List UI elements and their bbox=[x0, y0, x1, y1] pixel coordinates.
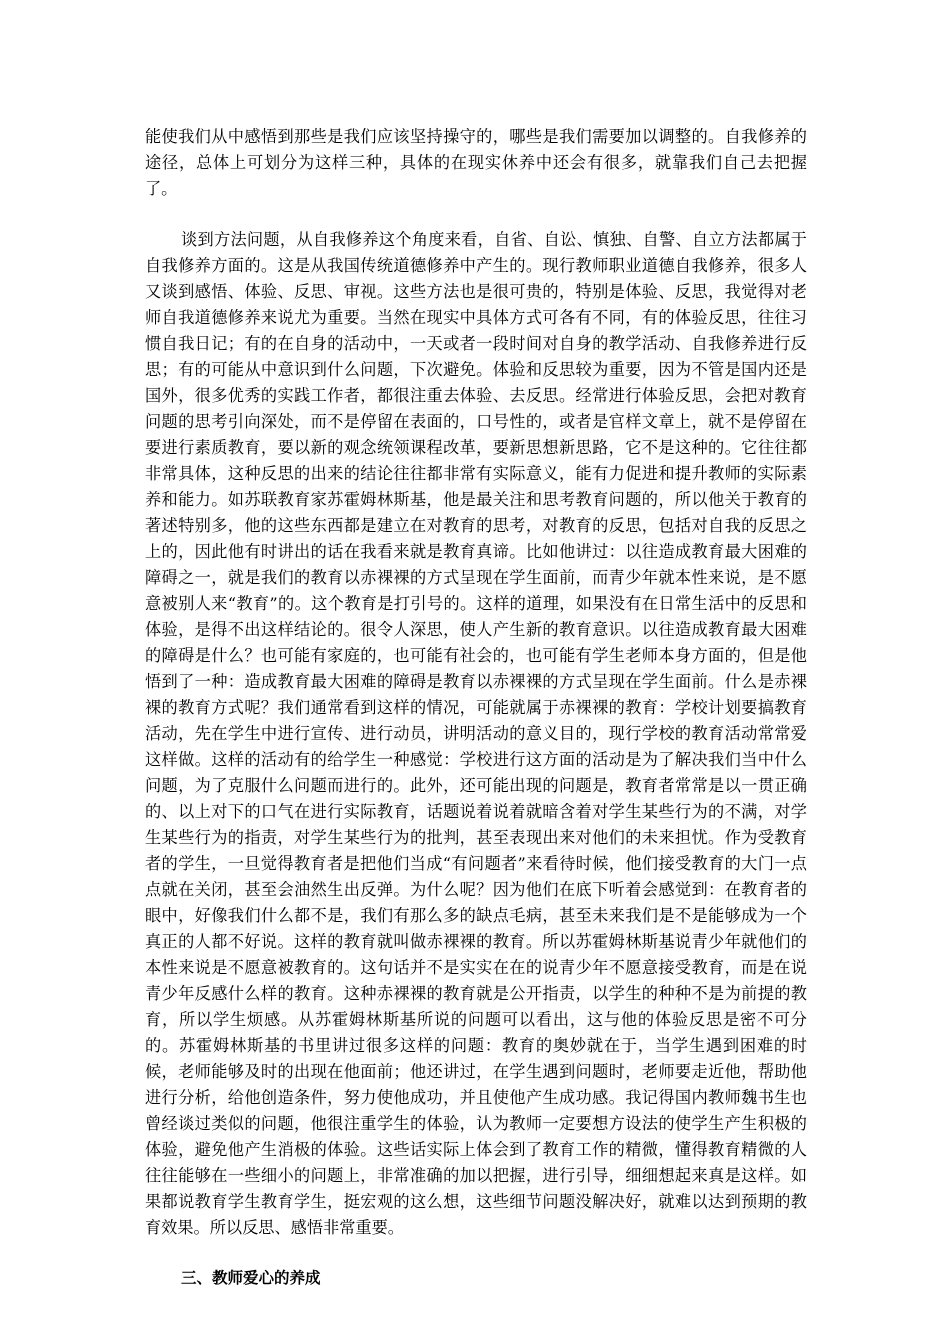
section-heading: 三、教师爱心的养成 bbox=[181, 1269, 321, 1287]
document-body bbox=[145, 124, 807, 1291]
paragraph-self-cultivation-methods: 谈到方法问题，从自我修养这个角度来看，自省、自讼、慎独、自警、自立方法都属于自我修养方面的。这是从我国传统道德修养中产生的。现行教师职业道德自我修养，很多人又谈到感悟、体验、反思、审视。这些方法也是很可贵的，特别是体验、反思，我觉得对老师自我道德修养来说尤为重要。当然在现实中具体方式可各有不同，有的体验反思，往往习惯自我日记；有的在自身的活动中，一天或者一段时间对自身的教学活动、自我修养进行反思；有的可能从中意识到什么问题，下次避免。体验和反思较为重要，因为不管是国内还是国外，很多优秀的实践工作者，都很注重去体验、去反思。经常进行体验反思，会把对教育问题的思考引向深处，而不是停留在表面的，口号性的，或者是官样文章上，就不是停留在要进行素质教育，要以新的观念统领课程改革，要新思想新思路，它不是这种的。它往往都非常具体，这种反思的出来的结论往往都非常有实际意义，能有力促进和提升教师的实际素养和能力。如苏联教育家苏霍姆林斯基，他是最关注和思考教育问题的，所以他关于教育的著述特别多，他的这些东西都是建立在对教育的思考，对教育的反思，包括对自我的反思之上的，因此他有时讲出的话在我看来就是教育真谛。比如他讲过：以往造成教育最大困难的障碍之一，就是我们的教育以赤裸裸的方式呈现在学生面前，而青少年就本性来说，是不愿意被别人来“教育”的。这个教育是打引号的。这样的道理，如果没有在日常生活中的反思和体验，是得不出这样结论的。很令人深思，使人产生新的教育意识。以往造成教育最大困难的障碍是什么？也可能有家庭的，也可能有社会的，也可能有学生老师本身方面的，但是他悟到了一种：造成教育最大困难的障碍是教育以赤裸裸的方式呈现在学生面前。什么是赤裸裸的教育方式呢？我们通常看到这样的情况，可能就属于赤裸裸的教育：学校计划要搞教育活动，先在学生中进行宣传、进行动员，讲明活动的意义目的，现行学校的教育活动常常爱这样做。这样的活动有的给学生一种感觉：学校进行这方面的活动是为了解决我们当中什么问题，为了克服什么问题而进行的。此外，还可能出现的问题是，教育者常常是以一贯正确的、以上对下的口气在进行实际教育，话题说着说着就暗含着对学生某些行为的不满，对学生某些行为的指责，对学生某些行为的批判，甚至表现出来对他们的未来担忧。作为受教育者的学生，一旦觉得教育者是把他们当成“有问题者”来看待时候，他们接受教育的大门一点点就在关闭，甚至会油然生出反弹。为什么呢？因为他们在底下听着会感觉到：在教育者的眼中，好像我们什么都不是，我们有那么多的缺点毛病，甚至未来我们是不是能够成为一个真正的人都不好说。这样的教育就叫做赤裸裸的教育。所以苏霍姆林斯基说青少年就他们的本性来说是不愿意被教育的。这句话并不是实实在在的说青少年不愿意接受教育，而是在说青少年反感什么样的教育。这种赤裸裸的教育就是公开指责，以学生的种种不是为前提的教育，所以学生烦感。从苏霍姆林斯基所说的问题可以看出，这与他的体验反思是密不可分的。苏霍姆林斯基的书里讲过很多这样的问题：教育的奥妙就在于，当学生遇到困难的时候，老师能够及时的出现在他面前；他还讲过，在学生遇到问题时，老师要走近他，帮助他进行分析，给他创造条件，努力使他成功，并且使他产生成功感。我记得国内教师魏书生也曾经谈过类似的问题，他很注重学生的体验，认为教师一定要想方设法的使学生产生积极的体验，避免他产生消极的体验。这些话实际上体会到了教育工作的精微，懂得教育精微的人往往能够在一些细小的问题上，非常准确的加以把握，进行引导，细细想起来真是这样。如果都说教育学生教育学生，挺宏观的这么想，这些细节问题没解决好，就难以达到预期的教育效果。所以反思、感悟非常重要。 bbox=[145, 230, 807, 1237]
paragraph-intro: 能使我们从中感悟到那些是我们应该坚持操守的，哪些是我们需要加以调整的。自我修养的途径，总体上可划分为这样三种，具体的在现实休养中还会有很多，就靠我们自己去把握了。 bbox=[145, 127, 807, 198]
